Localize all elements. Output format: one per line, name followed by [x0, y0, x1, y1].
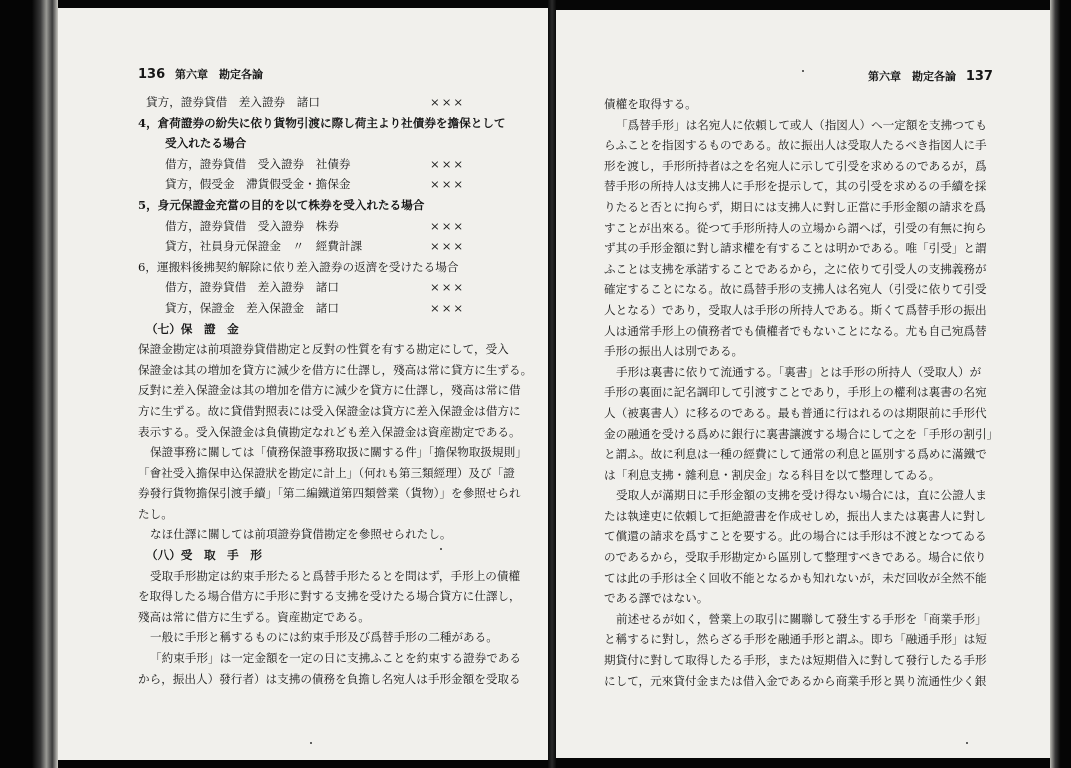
- line-text: である譯ではない。: [604, 591, 709, 606]
- line-text: 表示する。受入保證金は負債勘定なれども差入保證金は資産勘定である。: [138, 424, 521, 439]
- line-text: 「爲替手形」は名宛人に依頼して或人（指図人）へ一定額を支拂つても: [616, 117, 988, 132]
- line-text: 券發行貨物擔保引渡手續」「第二編鐵道第四類營業（貨物）」を參照せられ: [138, 486, 521, 501]
- text-line: [138, 92, 548, 113]
- text-line: [604, 424, 1030, 445]
- line-text: たは執達吏に依頼して拒絶證書を作成せしめ，振出人または裏書人に對し: [604, 508, 987, 523]
- line-text: 手形の振出人は別である。: [604, 344, 744, 359]
- left-page-body: [138, 92, 548, 689]
- line-text: ふことは支拂を承諾することであるから，之に依りて引受人の支拂義務が: [604, 261, 987, 276]
- line-text: と稱するに對し，然らざる手形を融通手形と謂ふ。即ち「融通手形」は短: [604, 632, 987, 647]
- line-text: 借方，證券貸借 差入證券 諸口: [165, 280, 339, 295]
- line-text: 受取人が滿期日に手形金額の支拂を受け得ない場合には，直に公證人ま: [616, 488, 988, 503]
- line-text: 人となる）であり，受取人は手形の所持人である。斯くて爲替手形の振出: [604, 302, 987, 317]
- line-text: 保證金は其の増加を貸方に減少を借方に仕譯し，殘高は常に貸方に生ずる。: [138, 362, 533, 377]
- line-text: 反對に差入保證金は其の増加を借方に減少を貸方に仕譯し，殘高は常に借: [138, 383, 521, 398]
- text-line: [138, 154, 548, 175]
- text-line: [138, 566, 548, 587]
- book-gutter: [548, 0, 556, 768]
- amount-placeholder: ×××: [430, 156, 466, 171]
- line-text: から，振出人）發行者）は支拂の債務を負擔し名宛人は手形金額を受取る: [138, 671, 521, 686]
- amount-placeholder: ×××: [430, 239, 466, 254]
- text-line: [138, 648, 548, 669]
- text-line: [138, 545, 548, 566]
- text-line: [138, 216, 548, 237]
- text-line: [604, 279, 1030, 300]
- text-line: [604, 650, 1030, 671]
- line-text: なほ仕譯に關しては前項證券貸借勘定を參照せられたし。: [150, 527, 452, 542]
- amount-placeholder: ×××: [430, 218, 466, 233]
- line-text: 借方，證券貸借 受入證券 株券: [165, 218, 339, 233]
- text-line: [604, 300, 1030, 321]
- text-line: [604, 588, 1030, 609]
- text-line: [138, 483, 548, 504]
- line-text: 金の融通を受ける爲めに銀行に裏書讓渡する場合にして之を「手形の割引」: [604, 426, 999, 441]
- page-number: 136: [138, 67, 166, 82]
- text-line: [604, 362, 1030, 383]
- right-page-body: [604, 94, 1030, 691]
- text-line: [604, 197, 1030, 218]
- text-line: [138, 524, 548, 545]
- text-line: [604, 609, 1030, 630]
- line-text: 借方，證券貸借 受入證券 社債券: [165, 156, 351, 171]
- line-text: 受入れたる場合: [165, 136, 247, 151]
- text-line: [138, 504, 548, 525]
- line-text: のであるから，受取手形勘定から區別して整理すべきである。場合に依り: [604, 550, 987, 565]
- line-text: 6，運搬料後拂契約解除に依り差入證券の返濟を受けたる場合: [138, 259, 459, 274]
- line-text: 保證事務に關しては「債務保證事務取扱に關する件」「擔保物取扱規則」: [150, 445, 527, 460]
- text-line: [604, 382, 1030, 403]
- line-text: 保證金勘定は前項證券貸借勘定と反對の性質を有する勘定にして，受入: [138, 342, 509, 357]
- text-line: [138, 360, 548, 381]
- line-text: 手形の裏面に記名調印して引渡すことであり，手形上の權利は裏書の名宛: [604, 385, 987, 400]
- book-edge-left: [0, 0, 58, 768]
- text-line: [604, 526, 1030, 547]
- line-text: すことが出來る。從つて手形所持人の立場から謂へば，引受の有無に拘ら: [604, 220, 987, 235]
- line-text: にして，元來貸付金または借入金であるから商業手形と異り流通性少く銀: [604, 673, 987, 688]
- text-line: [604, 238, 1030, 259]
- line-text: 前述せるが如く，營業上の取引に關聯して發生する手形を「商業手形」: [616, 611, 987, 626]
- text-line: [138, 277, 548, 298]
- text-line: [138, 174, 548, 195]
- text-line: [138, 133, 548, 154]
- text-line: [138, 236, 548, 257]
- line-text: 受取手形勘定は約束手形たると爲替手形たるとを問はず，手形上の債權: [150, 568, 521, 583]
- line-text: 手形は裏書に依りて流通する。「裏書」とは手形の所持人（受取人）が: [616, 364, 982, 379]
- text-line: [604, 176, 1030, 197]
- text-line: [604, 156, 1030, 177]
- line-text: りたると否とに拘らず，期日には支拂人に對し正當に手形金額の請求を爲: [604, 199, 986, 214]
- line-text: 貸方，保證金 差入保證金 諸口: [165, 300, 339, 315]
- text-line: [604, 547, 1030, 568]
- text-line: [138, 422, 548, 443]
- right-page-header: [868, 68, 993, 84]
- text-line: [604, 94, 1030, 115]
- text-line: [604, 135, 1030, 156]
- text-line: [604, 444, 1030, 465]
- line-text: 方に生ずる。故に貸借對照表には受入保證金は貸方に差入保證金は借方に: [138, 403, 521, 418]
- text-line: [138, 298, 548, 319]
- print-speck: [966, 742, 968, 744]
- line-text: 人（被裏書人）に移るのである。最も普通に行はれるのは期限前に手形代: [604, 405, 987, 420]
- text-line: [138, 442, 548, 463]
- line-text: 形を渡し，手形所持者は之を名宛人に示して引受を求めるのであるが，爲: [604, 158, 987, 173]
- text-line: [604, 403, 1030, 424]
- line-text: 殘高は常に借方に生ずる。資産勘定である。: [138, 609, 370, 624]
- text-line: [604, 321, 1030, 342]
- text-line: [138, 257, 548, 278]
- amount-placeholder: ×××: [430, 95, 466, 109]
- right-page: [556, 10, 1050, 758]
- line-text: 「會社受入擔保申込保證狀を勘定に計上」（何れも第三類經理）及び「證: [138, 465, 515, 480]
- line-text: 人は通常手形上の債務者でも債權者でもないことになる。尤も自己宛爲替: [604, 323, 987, 338]
- line-text: 確定することになる。故に爲替手形の支拂人は名宛人（引受に依りて引受: [604, 282, 987, 297]
- text-line: [138, 627, 548, 648]
- line-text: は「利息支拂・雜利息・割戻金」なる科目を以て整理してゐる。: [604, 467, 941, 482]
- text-line: [604, 465, 1030, 486]
- running-title: 第六章 勘定各論: [868, 70, 956, 83]
- text-line: [138, 463, 548, 484]
- line-text: 4，倉荷證券の紛失に依り貨物引渡に際し荷主より社債券を擔保として: [138, 115, 506, 130]
- left-page-header: [138, 66, 263, 82]
- line-text: （八）受 取 手 形: [146, 548, 262, 563]
- text-line: [138, 195, 548, 216]
- print-speck: [802, 70, 804, 72]
- text-line: [138, 669, 548, 690]
- line-text: 5，身元保證金充當の目的を以て株券を受入れたる場合: [138, 197, 425, 212]
- running-title: 第六章 勘定各論: [174, 68, 263, 81]
- line-text: 期貸付に對して取得したる手形，または短期借入に對して發行したる手形: [604, 653, 987, 668]
- line-text: て償還の請求を爲すことを要する。此の場合には手形は不渡となつてゐる: [604, 529, 987, 544]
- print-speck: [440, 548, 442, 550]
- line-text: 替手形の所持人は支拂人に手形を提示して，其の引受を求めるの手續を採: [604, 179, 987, 194]
- line-text: と謂ふ。故に利息は一種の經費にして通常の利息と區別する爲めに滿鐵で: [604, 447, 987, 462]
- line-text: 「約束手形」は一定金額を一定の日に支拂ふことを約束する證券である: [150, 651, 522, 666]
- print-speck: [310, 742, 312, 744]
- text-line: [604, 568, 1030, 589]
- text-line: [604, 629, 1030, 650]
- text-line: [138, 380, 548, 401]
- line-text: ず其の手形金額に對し請求權を有することは明かである。唯「引受」と謂: [604, 241, 987, 256]
- line-text: 債權を取得する。: [604, 97, 697, 111]
- text-line: [604, 506, 1030, 527]
- text-line: [604, 485, 1030, 506]
- line-text: 貸方，證券貸借 差入證券 諸口: [146, 95, 320, 109]
- text-line: [604, 671, 1030, 692]
- text-line: [604, 218, 1030, 239]
- line-text: 貸方，假受金 滯貨假受金・擔保金: [165, 177, 351, 192]
- left-page: [58, 8, 548, 760]
- text-line: [138, 401, 548, 422]
- line-text: 一般に手形と稱するものには約束手形及び爲替手形の二種がある。: [150, 630, 498, 645]
- text-line: [604, 115, 1030, 136]
- line-text: を取得したる場合借方に手形に對する支拂を受けたる場合貸方に仕譯し，: [138, 589, 521, 604]
- line-text: ては此の手形は全く回收不能となるかも知れないが，未だ回收が全然不能: [604, 570, 987, 585]
- line-text: たし。: [138, 506, 173, 521]
- book-edge-right: [1050, 0, 1071, 768]
- line-text: （七）保 證 金: [146, 321, 239, 336]
- text-line: [138, 319, 548, 340]
- page-number: 137: [965, 69, 993, 84]
- text-line: [138, 339, 548, 360]
- text-line: [138, 607, 548, 628]
- text-line: [604, 259, 1030, 280]
- line-text: 貸方，社員身元保證金 〃 經費計課: [165, 239, 363, 254]
- amount-placeholder: ×××: [430, 300, 466, 315]
- amount-placeholder: ×××: [430, 280, 466, 295]
- text-line: [138, 113, 548, 134]
- line-text: らふことを指図するものである。故に振出人は受取人たるべき指図人に手: [604, 138, 987, 153]
- text-line: [138, 586, 548, 607]
- text-line: [604, 341, 1030, 362]
- amount-placeholder: ×××: [430, 177, 466, 192]
